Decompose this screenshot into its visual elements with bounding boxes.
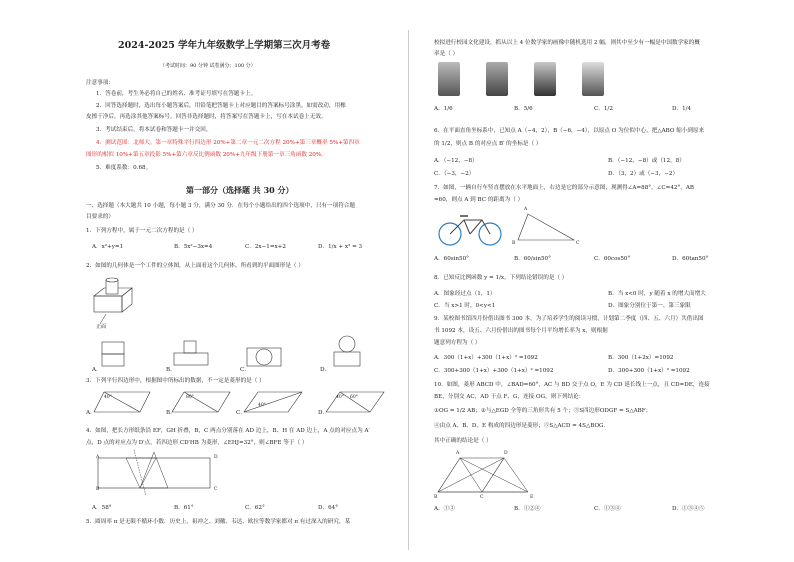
q7-option-b: B．60/sin50° [514, 256, 551, 262]
q4-option-a: A．58° [92, 505, 112, 511]
q10-option-d: D．①③④⑤ [672, 506, 705, 512]
q9-option-b: B．300（1+2x）=1092 [608, 355, 674, 361]
q8-option-d: D．图象分别位于第一、第三象限 [608, 303, 691, 309]
instructions-1: 一、选择题（本大题共 10 小题，每小题 3 分，满分 30 分．在每个小题给出的四个选项中，只有一项符合题 [86, 203, 355, 209]
mathematician-portrait-3 [534, 62, 556, 96]
part1-title: 第一部分（选择题 共 30 分） [186, 185, 294, 195]
q5-option-d: D．1/4 [672, 106, 692, 112]
q10-option-b: B．①②④ [514, 506, 541, 512]
q3-angle-a: 40° [104, 395, 112, 400]
q8-option-c: C．当 x>1 时，0<y<1 [434, 303, 496, 309]
q4-option-b: B．61° [174, 505, 194, 511]
bicycle-figure [436, 208, 506, 248]
q8-option-a: A．图象经过点（1，1） [434, 291, 496, 297]
q3-angle-d1: 40° [336, 395, 344, 400]
exam-meta: （考试时间：90 分钟 试卷满分：100 分） [160, 63, 256, 69]
q7-option-a: A．60sin50° [434, 256, 469, 262]
q4-label-c: C [214, 487, 218, 492]
q10-rhombus-figure [438, 452, 538, 498]
q10-option-c: C．①③④ [594, 506, 621, 512]
q5-stem-cont-1: 校拟进行校园文化建设，抓从以上 4 位数学家的画像中随机选用 2 幅，则其中至少有一幅是中国数学家的概 [434, 40, 700, 46]
q5-option-b: B．5/6 [514, 106, 533, 112]
q4-stem-2: 点，D 点的对应点为 D′点，若四边形 CD′HB 为菱形，∠EHJ=32°，则∠BFE 等于（ ） [86, 440, 308, 446]
q7-triangle-figure [518, 210, 578, 246]
q4-folded-strip-figure [96, 450, 216, 500]
notice-3: 3．考试结束后，将本试卷和答题卡一并交回。 [96, 127, 212, 133]
q1-option-a: A．x²+y=1 [92, 244, 124, 250]
q6-option-c: C．（−3，−2） [434, 171, 475, 177]
q8-stem: 8．已知反比例函数 y = 1/x，下列结论错误的是（ ） [434, 275, 568, 281]
notice-5: 5．难度系数：0.68。 [96, 165, 152, 171]
q5-option-a: A．1/6 [434, 106, 453, 112]
q2-figure-a [100, 340, 130, 372]
q9-option-a: A．300（1+x）+300（1+x）² =1092 [434, 355, 538, 361]
q2-front-label: 正面 [96, 324, 107, 330]
q2-option-b: B． [166, 367, 176, 373]
q4-stem-1: 4．如图，把长方形纸条沿 EF，GH 折叠，B，C 两点分别落在 AD 边上，B、H 在 AD 边上，A 点的对应点为 A′ [86, 428, 370, 434]
q3-stem: 3．下列平行四边形中，根据图中所标出的数据，不一定是菱形的是（ ） [86, 378, 265, 384]
q7-option-d: D．60tan50° [672, 256, 709, 262]
mathematician-portrait-2 [486, 62, 508, 96]
page-title: 2024-2025 学年九年级数学上学期第三次月考卷 [118, 40, 331, 51]
q10-label-a: A [456, 451, 460, 456]
q10-statements-1: ①OG = 1/2 AB；②与△EGD 全等的三角形共有 5 个；③S四边形ODGF = S△ABF； [434, 408, 652, 414]
q2-solid-figure [90, 272, 140, 332]
q10-label-d: D [504, 451, 508, 456]
q9-stem-3: 题意列方程为（ ） [434, 340, 481, 346]
q2-option-a: A． [92, 367, 102, 373]
q10-label-b: B [434, 495, 438, 500]
q2-figure-b [172, 338, 212, 370]
q3-parallelogram-a [94, 390, 154, 416]
q9-option-c: C．300+300（1+x）+300（1+x）² =1092 [434, 368, 554, 374]
mathematician-portrait-1 [438, 62, 460, 96]
q5-stem: 5．圆周率 π 是无限不循环小数．历史上，祖冲之、刘徽、韦达、欧拉等数学家都对 π 有过深入的研究，某 [86, 519, 351, 525]
instructions-2: 目要求的） [86, 214, 114, 220]
q3-angle-b: 80° [186, 395, 194, 400]
q1-option-c: C．2x−1=x+2 [245, 244, 286, 250]
q8-option-b: B．当 x<0 时，y 随着 x 的增大而增大 [608, 291, 706, 297]
q3-option-d: D． [318, 410, 329, 416]
right-column [410, 0, 794, 562]
mathematician-portrait-4 [582, 62, 604, 96]
q1-option-d: D．1/x + x² = 3 [318, 244, 363, 250]
q4-label-b: B [96, 487, 100, 492]
q6-stem-1: 6．在平面直角坐标系中，已知点 A（−4，2），B（−6，−4），以原点 O 为位似中心，把△ABO 缩小到原来 [434, 128, 705, 134]
q7-label-c: C [576, 241, 580, 246]
q1-stem: 1．下列方程中，属于一元二次方程的是（ ） [86, 228, 198, 234]
notice-2: 2．回答选择题时，选出每小题答案后，用铅笔把答题卡上对应题目的答案标号涂黑。如需改动，用橡 [96, 103, 346, 109]
q3-option-b: B． [166, 410, 176, 416]
q7-option-c: C．60cos50° [594, 256, 631, 262]
q2-stem: 2．如图的几何体是一个工件的立体图，从上面看这个几何体，所看到的平面图形是（ ） [86, 263, 304, 269]
q7-label-a: A [524, 207, 528, 212]
q10-statements-3: 其中正确的结论是（ ） [434, 438, 492, 444]
q4-option-d: D．64° [318, 505, 338, 511]
q3-parallelogram-b [172, 390, 232, 416]
q7-stem-1: 7．如图，一辆自行车竖直摆放在水平地面上，右边是它的部分示意图，现测得∠A=88°，∠C=42°，AB [434, 185, 694, 191]
q2-figure-c [245, 340, 285, 372]
q10-stem-1: 10．如图，菱形 ABCD 中，∠BAD=60°，AC 与 BD 交于点 O，E 为 CD 延长线上一点，且 CD=DE，连接 [434, 382, 710, 388]
q10-label-e: E [530, 495, 534, 500]
q3-parallelogram-c [244, 390, 304, 416]
q5-stem-cont-2: 率是（ ） [434, 51, 459, 57]
q1-option-b: B．5x²−3x=4 [174, 244, 213, 250]
q7-stem-2: =60，则点 A 到 BC 的距离为（ ） [434, 197, 524, 203]
q4-label-a: A [96, 455, 100, 460]
q3-angle-d2: 60° [350, 395, 358, 400]
q4-label-d: D [214, 455, 218, 460]
q10-label-c: C [480, 495, 484, 500]
q10-stem-2: BE，分别交 AC，AD 于点 F、G，连接 OG，则下列结论： [434, 394, 585, 400]
notice-2b: 皮擦干净后，再选涂其他答案标号。回答非选择题时，将答案写在答题卡上，写在本试卷上无效。 [86, 114, 327, 120]
q6-option-a: A．（−12，−8） [434, 158, 478, 164]
q9-stem-1: 9．某校图书馆四月份借出图书 300 本，为了培养学生的阅读习惯，计划第二季度（四、五、六月）共借出图 [434, 316, 704, 322]
q6-option-d: D．（3，2）或（−3，−2） [608, 171, 679, 177]
q2-option-d: D． [320, 367, 331, 373]
q7-label-b: B [512, 241, 516, 246]
q3-option-a: A． [86, 410, 96, 416]
q6-stem-2: 的 1/2，则点 B 的对应点 B′ 的坐标是（ ） [434, 141, 542, 147]
q9-option-d: D．300+300（1+x）² =1092 [608, 368, 690, 374]
q2-figure-d [330, 334, 366, 372]
q4-option-c: C．62° [245, 505, 265, 511]
q9-stem-2: 书 1092 本，设五、六月份借出的图书每个月平均增长率为 x，则根据 [434, 328, 608, 334]
q6-option-b: B．（−12，−8）或（12，8） [608, 158, 685, 164]
notice-heading: 注意事项： [86, 80, 114, 86]
notice-1: 1．答卷前，考生务必将自己的姓名、准考证号填写在答题卡上。 [96, 91, 257, 97]
q2-option-c: C． [240, 367, 250, 373]
q3-option-c: C． [236, 410, 246, 416]
q10-statements-2: ④由点 A、B、D、E 构成的四边形是菱形；⑤S△ACD = 4S△BOG． [434, 423, 610, 429]
notice-4b: 图形的相似 10%+第五章投影 5%+第六章反比例函数 20%+九年级下册第一章三角函数 20%。 [86, 152, 327, 158]
notice-4: 4．测试范围：北师大。第一章特殊平行四边形 20%+第二章一元二次方程 20%+第三章概率 5%+第四章 [96, 140, 360, 146]
q10-option-a: A．①③ [434, 506, 455, 512]
q5-option-c: C．1/2 [594, 106, 613, 112]
column-divider [408, 30, 409, 550]
q3-angle-c: 40° [258, 403, 266, 408]
